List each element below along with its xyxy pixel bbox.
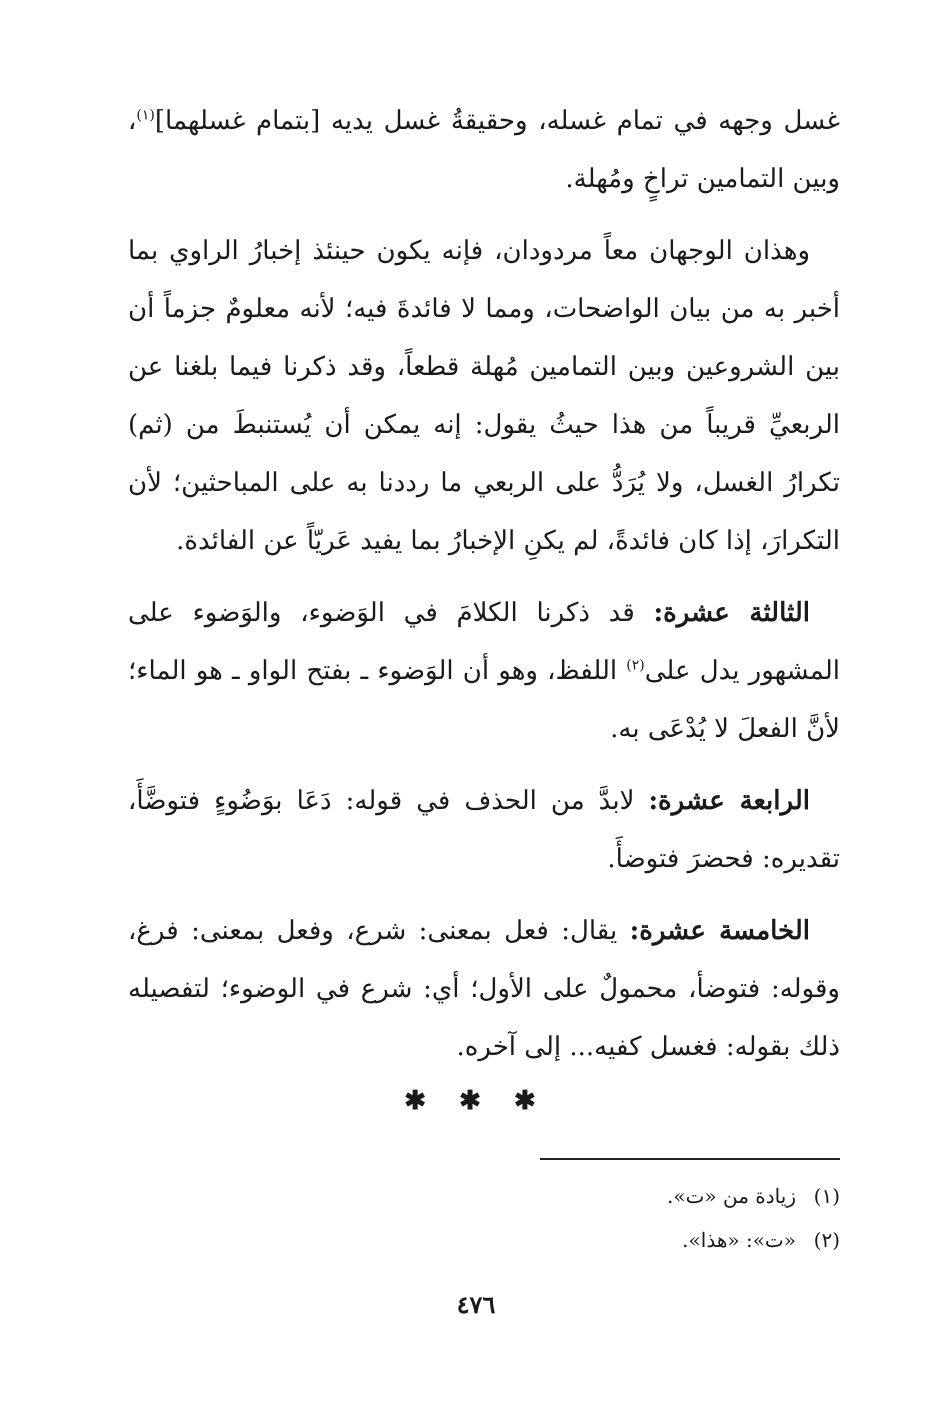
paragraph-2-text: وهذان الوجهان معاً مردودان، فإنه يكون حينئذ إخبارُ الراوي بما أخبر به من بيان الواضحات، ومما لا فائدةَ فيه؛ لأنه معلومٌ جزماً أن بين الشروعين وبين التمامين مُهلة قطعاً، وقد ذكرنا فيما بلغنا عن الربعيِّ قريباً من هذا حيثُ يقول: إنه يمكن أن يُستنبطَ من (ثم) تكرارُ الغسل، ولا يُرَدُّ على الربعي ما رددنا به على المباحثين؛ لأن التكرارَ، إذا كان فائدةً، لم يكنِ الإخبارُ بما يفيد عَريّاً عن الفائدة. <box>128 236 840 556</box>
section-separator: ✱ ✱ ✱ <box>404 1086 548 1116</box>
page-number: ٤٧٦ <box>456 1290 496 1319</box>
main-text <box>128 92 840 1090</box>
paragraph-1 <box>128 92 840 208</box>
footnote-1-number: (١) <box>813 1184 840 1208</box>
paragraph-3-text-a: قد ذكرنا الكلامَ في الوَضوء، والوَضوء على المشهور يدل على <box>128 598 840 686</box>
paragraph-3-text-b: اللفظ، وهو أن الوَضوء ـ بفتح الواو ـ هو الماء؛ لأنَّ الفعلَ لا يُدْعَى به. <box>128 656 840 744</box>
footnotes <box>440 1174 840 1262</box>
paragraph-2 <box>128 222 840 570</box>
paragraph-3 <box>128 584 840 758</box>
paragraph-4-heading: الرابعة عشرة: <box>648 786 810 816</box>
paragraph-1-tail: ، وبين التمامين تراخٍ ومُهلة. <box>128 106 840 194</box>
paragraph-5 <box>128 902 840 1076</box>
footnote-marker-1: (١) <box>136 107 155 124</box>
paragraph-4 <box>128 772 840 888</box>
paragraph-1-text: غسل وجهه في تمام غسله، وحقيقةُ غسل يديه [بتمام غسلهما] <box>154 106 840 136</box>
paragraph-5-heading: الخامسة عشرة: <box>629 916 810 946</box>
paragraph-4-text: لابدَّ من الحذف في قوله: دَعَا بوَضُوءٍ فتوضَّأَ، تقديره: فحضرَ فتوضأَ. <box>128 786 840 874</box>
paragraph-3-heading: الثالثة عشرة: <box>653 598 811 628</box>
footnote-2-text: «ت»: «هذا». <box>682 1228 796 1252</box>
footnote-1-text: زيادة من «ت». <box>666 1184 796 1208</box>
footnote-divider <box>540 1158 840 1160</box>
footnote-2 <box>440 1218 840 1262</box>
footnote-2-number: (٢) <box>813 1228 840 1252</box>
footnote-1 <box>440 1174 840 1218</box>
footnote-marker-2: (٢) <box>626 657 645 674</box>
paragraph-5-text: يقال: فعل بمعنى: شرع، وفعل بمعنى: فرغ، وقوله: فتوضأ، محمولٌ على الأول؛ أي: شرع في الوضوء؛ لتفصيله ذلك بقوله: فغسل كفيه... إلى آخره. <box>128 916 840 1062</box>
